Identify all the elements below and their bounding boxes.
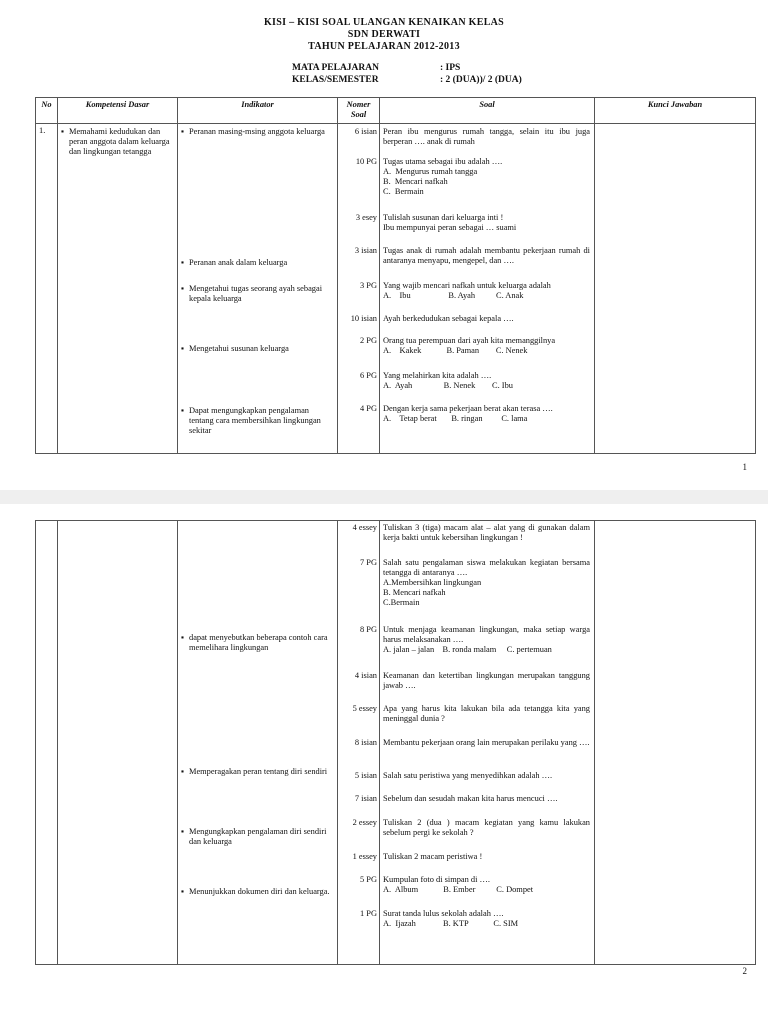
question-item: Tugas utama sebagai ibu adalah …. A. Mengurus rumah tangga B. Mencari nafkah C. Bermain — [383, 157, 590, 197]
question-item: Keamanan dan ketertiban lingkungan merupakan tanggung jawab …. — [383, 671, 590, 690]
question-number: 2 PG — [360, 336, 377, 345]
bullet-icon: ▪ — [61, 127, 64, 136]
question-item: Surat tanda lulus sekolah adalah …. A. Ijazah B. KTP C. SIM — [383, 909, 590, 929]
answer-option: A. Tetap berat B. ringan C. lama — [383, 413, 528, 423]
document-page-2 — [0, 504, 768, 1024]
subject-value: : IPS — [440, 63, 461, 73]
indicator-item: ▪ Mengetahui tugas seorang ayah sebagai kepala keluarga — [181, 284, 323, 303]
indicator-item: ▪ Mengungkapkan pengalaman diri sendiri dan keluarga — [181, 827, 327, 846]
question-number: 8 isian — [354, 738, 377, 747]
bullet-icon: ▪ — [181, 633, 184, 642]
answer-option: A. Ayah B. Nenek C. Ibu — [383, 380, 513, 390]
document-page-1 — [0, 0, 768, 490]
bullet-icon: ▪ — [181, 284, 184, 293]
nomer-soal-cell — [338, 521, 380, 965]
answer-option: A. Ijazah B. KTP C. SIM — [383, 918, 519, 928]
school-year: TAHUN PELAJARAN 2012-2013 — [308, 41, 460, 52]
question-item: Yang melahirkan kita adalah …. A. Ayah B. Nenek C. Ibu — [383, 371, 590, 391]
question-number: 6 PG — [360, 371, 377, 380]
question-number: 5 PG — [360, 875, 377, 884]
question-number: 4 isian — [354, 671, 377, 680]
question-number: 5 essey — [352, 704, 377, 713]
indicator-item: ▪ Menunjukkan dokumen diri dan keluarga. — [181, 887, 330, 896]
soal-cell — [380, 124, 595, 454]
class-label: KELAS/SEMESTER — [292, 75, 379, 85]
header-soal: Soal — [380, 98, 595, 124]
indicator-item: ▪ Peranan anak dalam keluarga — [181, 258, 288, 267]
class-value: : 2 (DUA))/ 2 (DUA) — [440, 75, 522, 85]
subject-label: MATA PELAJARAN — [292, 63, 379, 73]
question-number: 10 isian — [350, 314, 377, 323]
question-item: Dengan kerja sama pekerjaan berat akan terasa …. A. Tetap berat B. ringan C. lama — [383, 404, 590, 424]
question-number: 7 isian — [354, 794, 377, 803]
question-item: Salah satu peristiwa yang menyedihkan adalah …. — [383, 771, 553, 780]
indicator-item: ▪ Memperagakan peran tentang diri sendiri — [181, 767, 328, 776]
kompetensi-cell — [58, 521, 178, 965]
answer-option: C. Bermain — [383, 186, 424, 196]
bullet-icon: ▪ — [181, 767, 184, 776]
question-number: 10 PG — [355, 157, 377, 166]
question-item: Sebelum dan sesudah makan kita harus mencuci …. — [383, 794, 558, 803]
soal-cell — [380, 521, 595, 965]
question-item: Tuliskan 3 (tiga) macam alat – alat yang di gunakan dalam kerja bakti untuk kebersihan lingkungan ! — [383, 523, 590, 542]
question-item: Salah satu pengalaman siswa melakukan kegiatan bersama tetangga di antaranya …. A.Membersihkan lingkungan B. Mencari nafkah C.Bermain — [383, 558, 590, 607]
page-number: 2 — [742, 966, 747, 976]
question-item: Apa yang harus kita lakukan bila ada tetangga kita yang meninggal dunia ? — [383, 704, 590, 723]
answer-option: A. Album B. Ember C. Dompet — [383, 884, 534, 894]
question-number: 4 essey — [352, 523, 377, 532]
indikator-cell — [178, 124, 338, 454]
nomer-soal-cell — [338, 124, 380, 454]
table-row — [36, 521, 756, 965]
bullet-icon: ▪ — [181, 887, 184, 896]
indicator-item: ▪ Dapat mengungkapkan pengalaman tentang cara membersihkan lingkungan sekitar — [181, 406, 321, 435]
page-number: 1 — [742, 462, 747, 472]
question-item: Peran ibu mengurus rumah tangga, selain itu ibu juga berperan …. anak di rumah — [383, 127, 590, 146]
question-item: Kumpulan foto di simpan di …. A. Album B. Ember C. Dompet — [383, 875, 590, 895]
question-number: 3 PG — [360, 281, 377, 290]
question-number: 3 isian — [354, 246, 377, 255]
bullet-icon: ▪ — [181, 127, 184, 136]
kompetensi-item: ▪ Memahami kedudukan dan peran anggota dalam keluarga dan lingkungan tetangga — [61, 127, 170, 156]
answer-option: A.Membersihkan lingkungan — [383, 577, 482, 587]
question-item: Tulislah susunan dari keluarga inti ! Ibu mempunyai peran sebagai … suami — [383, 213, 590, 233]
kunci-cell — [595, 124, 756, 454]
answer-option: A. Mengurus rumah tangga — [383, 166, 478, 176]
row-number — [36, 521, 58, 965]
question-number: 1 PG — [360, 909, 377, 918]
question-item: Orang tua perempuan dari ayah kita memanggilnya A. Kakek B. Paman C. Nenek — [383, 336, 590, 356]
header-no: No — [36, 98, 58, 124]
answer-option: A. jalan – jalan B. ronda malam C. pertemuan — [383, 644, 552, 654]
bullet-icon: ▪ — [181, 344, 184, 353]
header-nomer-soal: Nomer Soal — [338, 98, 380, 124]
question-item: Tuliskan 2 macam peristiwa ! — [383, 852, 483, 861]
kompetensi-cell — [58, 124, 178, 454]
question-number: 4 PG — [360, 404, 377, 413]
question-subline: Ibu mempunyai peran sebagai … suami — [383, 222, 517, 232]
answer-option: B. Mencari nafkah — [383, 176, 448, 186]
table-row — [36, 124, 756, 454]
answer-option: A. Kakek B. Paman C. Nenek — [383, 345, 528, 355]
row-number: 1. — [36, 124, 58, 454]
question-number: 2 essey — [352, 818, 377, 827]
kisi-table-page-2 — [35, 520, 756, 965]
bullet-icon: ▪ — [181, 827, 184, 836]
question-number: 8 PG — [360, 625, 377, 634]
doc-title: KISI – KISI SOAL ULANGAN KENAIKAN KELAS — [263, 17, 505, 28]
question-number: 1 essey — [352, 852, 377, 861]
indicator-item: ▪ Mengetahui susunan keluarga — [181, 344, 289, 353]
question-number: 7 PG — [360, 558, 377, 567]
school-name: SDN DERWATI — [347, 29, 421, 40]
indicator-item: ▪ dapat menyebutkan beberapa contoh cara memelihara lingkungan — [181, 633, 328, 652]
header-kompetensi: Kompetensi Dasar — [58, 98, 178, 124]
question-number: 6 isian — [354, 127, 377, 136]
indicator-item: ▪ Peranan masing-msing anggota keluarga — [181, 127, 325, 136]
kisi-table-page-1 — [35, 97, 756, 454]
table-header-row — [36, 98, 756, 124]
header-kunci: Kunci Jawaban — [595, 98, 756, 124]
indikator-cell — [178, 521, 338, 965]
bullet-icon: ▪ — [181, 258, 184, 267]
question-number: 3 esey — [355, 213, 377, 222]
answer-option: A. Ibu B. Ayah C. Anak — [383, 290, 524, 300]
answer-option: B. Mencari nafkah — [383, 587, 446, 597]
question-item: Tuliskan 2 (dua ) macam kegiatan yang kamu lakukan sebelum pergi ke sekolah ? — [383, 818, 590, 837]
question-item: Yang wajib mencari nafkah untuk keluarga adalah A. Ibu B. Ayah C. Anak — [383, 281, 590, 301]
question-item: Ayah berkedudukan sebagai kepala …. — [383, 314, 514, 323]
header-indikator: Indikator — [178, 98, 338, 124]
bullet-icon: ▪ — [181, 406, 184, 415]
question-item: Untuk menjaga keamanan lingkungan, maka setiap warga harus melaksanakan …. A. jalan – jalan B. ronda malam C. pertemuan — [383, 625, 590, 654]
answer-option: C.Bermain — [383, 597, 420, 607]
kunci-cell — [595, 521, 756, 965]
question-item: Tugas anak di rumah adalah membantu pekerjaan rumah di antaranya menyapu, mengepel, dan …. — [383, 246, 590, 265]
question-item: Membantu pekerjaan orang lain merupakan perilaku yang …. — [383, 738, 590, 747]
question-number: 5 isian — [354, 771, 377, 780]
